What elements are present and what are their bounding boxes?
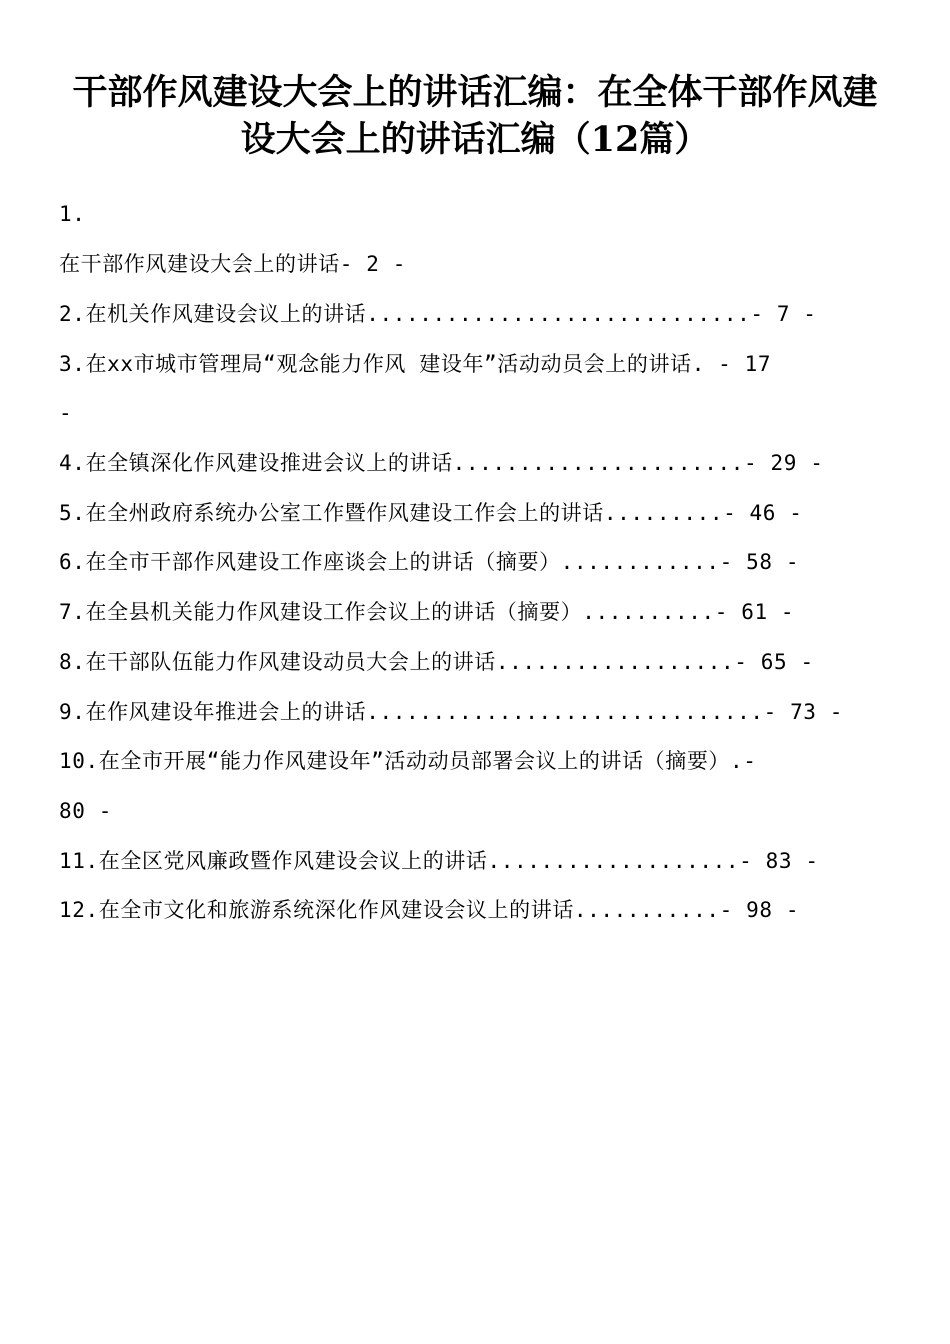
document-title-line-1: 干部作风建设大会上的讲话汇编：在全体干部作风建 — [72, 72, 878, 113]
toc-line-12[interactable]: 10.在全市开展“能力作风建设年”活动动员部署会议上的讲话（摘要）.- — [59, 749, 757, 773]
toc-line-14[interactable]: 11.在全区党风廉政暨作风建设会议上的讲话...................- 83 - — [59, 849, 819, 873]
toc-line-6[interactable]: 4.在全镇深化作风建设推进会议上的讲话......................- 29 - — [59, 451, 824, 475]
toc-line-8[interactable]: 6.在全市干部作风建设工作座谈会上的讲话（摘要）............- 58 - — [59, 550, 800, 574]
toc-line-7[interactable]: 5.在全州政府系统办公室工作暨作风建设工作会上的讲话.........- 46 - — [59, 501, 803, 525]
toc-line-1[interactable]: 1. — [59, 202, 86, 226]
toc-line-4[interactable]: 3.在xx市城市管理局“观念能力作风 建设年”活动动员会上的讲话. - 17 — [59, 352, 772, 376]
toc-line-5[interactable]: - — [59, 401, 73, 425]
toc-line-13[interactable]: 80 - — [59, 799, 112, 823]
toc-line-11[interactable]: 9.在作风建设年推进会上的讲话..............................- 73 - — [59, 700, 844, 724]
toc-line-3[interactable]: 2.在机关作风建设会议上的讲话.............................- 7 - — [59, 302, 817, 326]
document-title-line-2: 设大会上的讲话汇编（12篇） — [240, 119, 710, 160]
toc-line-9[interactable]: 7.在全县机关能力作风建设工作会议上的讲话（摘要）..........- 61 - — [59, 600, 795, 624]
toc-line-10[interactable]: 8.在干部队伍能力作风建设动员大会上的讲话..................- 65 - — [59, 650, 814, 674]
toc-line-2[interactable]: 在干部作风建设大会上的讲话- 2 - — [59, 252, 407, 276]
toc-line-15[interactable]: 12.在全市文化和旅游系统深化作风建设会议上的讲话...........- 98 - — [59, 898, 800, 922]
